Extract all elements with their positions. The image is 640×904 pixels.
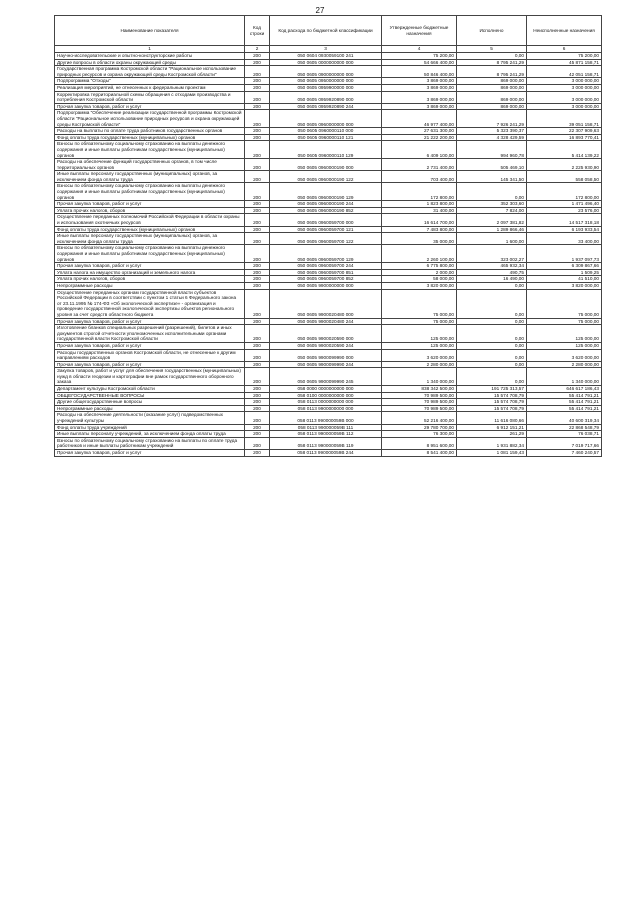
- header-row-code: Код строки: [245, 16, 270, 46]
- table-row: [55, 399, 602, 406]
- row-name: Государственная программа Костромской области "Рациональное использование природных ресурсов и охрана окружающей среды Костромской области": [55, 66, 245, 78]
- row-approved: 50 846 400,00: [382, 66, 457, 78]
- row-approved: 70 989 500,00: [382, 392, 457, 399]
- row-approved: 6 409 100,00: [382, 141, 457, 159]
- row-executed: 0,00: [457, 53, 527, 60]
- row-name: Иные выплаты персоналу государственных (муниципальных) органов, за исключением фонда оплаты труда: [55, 171, 245, 183]
- column-number: 5: [457, 46, 527, 53]
- table-row: [55, 66, 602, 78]
- row-name: Взносы по обязательному социальному страхованию на выплаты денежного содержания и иные выплаты работникам государственных (муниципальных) органов: [55, 245, 245, 263]
- row-unexecuted: 1 340 000,00: [527, 368, 602, 386]
- row-unexecuted: 7 019 717,66: [527, 437, 602, 449]
- row-budget-code: 058 0113 990000059В 000: [270, 412, 382, 424]
- row-approved: 27 631 300,00: [382, 128, 457, 135]
- row-code: 200: [245, 289, 270, 318]
- row-code: 200: [245, 437, 270, 449]
- row-approved: 76 300,00: [382, 431, 457, 438]
- row-name: Подпрограмма "Обеспечение реализации государственной программы Костромской области "Рациональное использование природных ресурсов и охрана окружающей среды Костромской области": [55, 110, 245, 128]
- row-budget-code: 050 0605 0960000190 000: [270, 159, 382, 171]
- row-approved: 3 869 000,00: [382, 78, 457, 85]
- row-code: 200: [245, 412, 270, 424]
- row-approved: 46 977 400,00: [382, 110, 457, 128]
- row-executed: 15 574 708,79: [457, 399, 527, 406]
- row-unexecuted: 3 820 000,00: [527, 282, 602, 289]
- row-executed: 1 081 159,43: [457, 450, 527, 457]
- row-name: Подпрограмма "Отходы": [55, 78, 245, 85]
- row-unexecuted: 1 471 496,40: [527, 201, 602, 208]
- header-row: [55, 16, 602, 46]
- row-budget-code: 050 0605 0959920890 000: [270, 91, 382, 103]
- table-row: [55, 263, 602, 270]
- table-row: [55, 91, 602, 103]
- row-code: 200: [245, 91, 270, 103]
- table-row: [55, 361, 602, 368]
- row-budget-code: 050 0605 0960059700 000: [270, 214, 382, 226]
- table-row: [55, 159, 602, 171]
- row-approved: 3 869 000,00: [382, 91, 457, 103]
- table-row: [55, 110, 602, 128]
- row-name: Расходы государственных органов Костромской области, не отнесенные к другим направлениям расходов: [55, 349, 245, 361]
- row-code: 200: [245, 276, 270, 283]
- table-row: [55, 183, 602, 201]
- row-executed: 7 926 241,29: [457, 110, 527, 128]
- header-unexecuted: Неисполненные назначения: [527, 16, 602, 46]
- row-name: Иные выплаты персоналу учреждений, за исключением фонда оплаты труда: [55, 431, 245, 438]
- table-row: [55, 78, 602, 85]
- row-name: Уплата налога на имущество организаций и земельного налога: [55, 269, 245, 276]
- row-name: Непрограммные расходы: [55, 282, 245, 289]
- row-budget-code: 050 0605 0960000110 000: [270, 128, 382, 135]
- row-approved: 838 342 500,00: [382, 386, 457, 393]
- row-unexecuted: 16 893 770,41: [527, 134, 602, 141]
- row-executed: 145 341,50: [457, 171, 527, 183]
- row-unexecuted: 3 000 000,00: [527, 91, 602, 103]
- row-unexecuted: 2 225 930,90: [527, 159, 602, 171]
- row-name: Расходы на обеспечение деятельности (оказание услуг) подведомственных учреждений культуры: [55, 412, 245, 424]
- row-budget-code: 058 0113 990000059В 112: [270, 431, 382, 438]
- row-budget-code: 050 0605 0960000190 129: [270, 183, 382, 201]
- row-budget-code: 050 0605 9900020480 244: [270, 318, 382, 325]
- row-name: Осуществление переданных полномочий Российской Федерации в области охраны и использования охотничьих ресурсов: [55, 214, 245, 226]
- row-budget-code: 050 0605 0000000000 000: [270, 59, 382, 66]
- row-unexecuted: 22 868 548,79: [527, 424, 602, 431]
- row-code: 200: [245, 342, 270, 349]
- row-budget-code: 050 0605 0959900000 000: [270, 84, 382, 91]
- row-budget-code: 050 0605 0960059700 122: [270, 233, 382, 245]
- table-row: [55, 431, 602, 438]
- row-name: Прочая закупка товаров, работ и услуг: [55, 450, 245, 457]
- row-name: Уплата прочих налогов, сборов: [55, 207, 245, 214]
- row-code: 200: [245, 405, 270, 412]
- row-code: 200: [245, 431, 270, 438]
- row-name: Прочая закупка товаров, работ и услуг: [55, 263, 245, 270]
- row-budget-code: 050 0605 0960000190 244: [270, 201, 382, 208]
- row-code: 200: [245, 325, 270, 343]
- table-row: [55, 386, 602, 393]
- row-name: Прочая закупка товаров, работ и услуг: [55, 103, 245, 110]
- row-unexecuted: 558 058,50: [527, 171, 602, 183]
- row-budget-code: 050 0605 0960000190 122: [270, 171, 382, 183]
- row-approved: 172 800,00: [382, 183, 457, 201]
- row-executed: 15 574 708,79: [457, 392, 527, 399]
- header-approved: Утвержденные бюджетные назначения: [382, 16, 457, 46]
- row-unexecuted: 3 620 000,00: [527, 349, 602, 361]
- row-approved: 125 000,00: [382, 325, 457, 343]
- row-executed: 0,00: [457, 361, 527, 368]
- row-budget-code: 050 0605 9900000000 000: [270, 282, 382, 289]
- row-code: 200: [245, 214, 270, 226]
- row-executed: 869 000,00: [457, 84, 527, 91]
- row-budget-code: 050 0605 9900020590 244: [270, 342, 382, 349]
- row-code: 200: [245, 269, 270, 276]
- row-budget-code: 050 0605 0960059700 852: [270, 276, 382, 283]
- row-approved: 75 000,00: [382, 318, 457, 325]
- row-budget-code: 050 0605 0959920890 244: [270, 103, 382, 110]
- row-unexecuted: 14 517 318,18: [527, 214, 602, 226]
- row-approved: 58 000,00: [382, 276, 457, 283]
- table-row: [55, 269, 602, 276]
- row-name: Непрограммные расходы: [55, 405, 245, 412]
- row-approved: 8 541 400,00: [382, 450, 457, 457]
- row-code: 200: [245, 159, 270, 171]
- row-name: Расходы на обеспечение функций государственных органов, в том числе территориальных органов: [55, 159, 245, 171]
- row-executed: 869 000,00: [457, 91, 527, 103]
- row-budget-code: 058 0113 0000000000 000: [270, 399, 382, 406]
- row-budget-code: 050 0605 9900020480 000: [270, 289, 382, 318]
- row-code: 200: [245, 53, 270, 60]
- row-approved: 75 000,00: [382, 289, 457, 318]
- row-budget-code: 058 0113 9900000000 000: [270, 405, 382, 412]
- row-code: 200: [245, 226, 270, 233]
- row-code: 200: [245, 110, 270, 128]
- row-code: 200: [245, 84, 270, 91]
- row-name: Закупка товаров, работ и услуг для обеспечения государственных (муниципальных) нужд в области геодезии и картографии вне рамок государственного оборонного заказа: [55, 368, 245, 386]
- table-row: [55, 134, 602, 141]
- row-budget-code: 058 0000 0000000000 000: [270, 386, 382, 393]
- row-unexecuted: 33 400,00: [527, 233, 602, 245]
- table-row: [55, 103, 602, 110]
- row-unexecuted: 172 800,00: [527, 183, 602, 201]
- row-budget-code: 058 0113 990000059В 119: [270, 437, 382, 449]
- table-row: [55, 171, 602, 183]
- row-code: 200: [245, 245, 270, 263]
- row-unexecuted: 75 200,00: [527, 53, 602, 60]
- row-approved: 6 775 800,00: [382, 263, 457, 270]
- header-budget-code: Код расхода по бюджетной классификации: [270, 16, 382, 46]
- table-row: [55, 437, 602, 449]
- table-row: [55, 245, 602, 263]
- row-unexecuted: 39 051 158,71: [527, 110, 602, 128]
- table-row: [55, 289, 602, 318]
- row-budget-code: 050 0605 9900099990 000: [270, 349, 382, 361]
- row-budget-code: 050 0605 0960059700 851: [270, 269, 382, 276]
- row-name: Фонд оплаты труда государственных (муниципальных) органов: [55, 134, 245, 141]
- row-name: Уплата прочих налогов, сборов: [55, 276, 245, 283]
- row-budget-code: 050 0605 0900000000 000: [270, 66, 382, 78]
- row-code: 200: [245, 368, 270, 386]
- row-unexecuted: 125 000,00: [527, 325, 602, 343]
- table-row: [55, 59, 602, 66]
- row-code: 200: [245, 263, 270, 270]
- row-name: Расходы на выплаты по оплате труда работников государственных органов: [55, 128, 245, 135]
- column-number: 4: [382, 46, 457, 53]
- row-executed: 0,00: [457, 183, 527, 201]
- table-row: [55, 342, 602, 349]
- row-approved: 2 000,00: [382, 269, 457, 276]
- row-name: Корректировка территориальной схемы обращения с отходами производства и потребления Костромской области: [55, 91, 245, 103]
- row-unexecuted: 76 038,71: [527, 431, 602, 438]
- row-unexecuted: 42 051 158,71: [527, 66, 602, 78]
- row-approved: 1 340 000,00: [382, 368, 457, 386]
- row-code: 200: [245, 207, 270, 214]
- row-executed: 0,00: [457, 342, 527, 349]
- row-code: 200: [245, 134, 270, 141]
- row-budget-code: 058 0113 990000059В 244: [270, 450, 382, 457]
- table-row: [55, 207, 602, 214]
- row-executed: 0,00: [457, 325, 527, 343]
- row-executed: 15 574 708,79: [457, 405, 527, 412]
- row-name: Изготовление бланков специальных разрешений (разрешений), билетов и иных документов строгой отчетности уполномоченных исполнительными органами государственной власти Костромской области: [55, 325, 245, 343]
- row-name: Прочая закупка товаров, работ и услуг: [55, 342, 245, 349]
- table-row: [55, 424, 602, 431]
- row-budget-code: 050 0605 9900099990 244: [270, 361, 382, 368]
- table-row: [55, 349, 602, 361]
- row-code: 200: [245, 399, 270, 406]
- row-approved: 16 614 700,00: [382, 214, 457, 226]
- row-name: Другие вопросы в области охраны окружающей среды: [55, 59, 245, 66]
- table-row: [55, 450, 602, 457]
- row-code: 200: [245, 282, 270, 289]
- table-row: [55, 128, 602, 135]
- row-unexecuted: 55 414 791,21: [527, 392, 602, 399]
- row-executed: 5 323 390,37: [457, 128, 527, 135]
- row-unexecuted: 6 309 867,66: [527, 263, 602, 270]
- row-unexecuted: 3 000 000,00: [527, 84, 602, 91]
- row-code: 200: [245, 386, 270, 393]
- row-approved: 35 000,00: [382, 233, 457, 245]
- table-row: [55, 226, 602, 233]
- row-approved: 7 483 800,00: [382, 226, 457, 233]
- row-executed: 352 303,60: [457, 201, 527, 208]
- row-code: 200: [245, 66, 270, 78]
- table-row: [55, 276, 602, 283]
- row-name: Прочая закупка товаров, работ и услуг: [55, 201, 245, 208]
- row-approved: 2 280 000,00: [382, 361, 457, 368]
- row-approved: 703 400,00: [382, 171, 457, 183]
- table-row: [55, 53, 602, 60]
- row-unexecuted: 23 576,00: [527, 207, 602, 214]
- row-unexecuted: 6 193 933,54: [527, 226, 602, 233]
- row-approved: 29 780 700,00: [382, 424, 457, 431]
- row-code: 200: [245, 128, 270, 135]
- row-name: Взносы по обязательному социальному страхованию на выплаты денежного содержания и иные выплаты работникам государственных (муниципальных) органов: [55, 141, 245, 159]
- row-approved: 2 731 400,00: [382, 159, 457, 171]
- row-code: 200: [245, 233, 270, 245]
- row-unexecuted: 7 460 240,57: [527, 450, 602, 457]
- row-executed: 869 000,00: [457, 78, 527, 85]
- row-budget-code: 050 0605 0960000190 852: [270, 207, 382, 214]
- row-approved: 3 869 000,00: [382, 84, 457, 91]
- row-budget-code: 050 0605 9900020590 000: [270, 325, 382, 343]
- column-number: 3: [270, 46, 382, 53]
- row-executed: 869 000,00: [457, 103, 527, 110]
- table-row: [55, 368, 602, 386]
- row-code: 200: [245, 183, 270, 201]
- header-executed: Исполнено: [457, 16, 527, 46]
- table-row: [55, 392, 602, 399]
- row-name: ОБЩЕГОСУДАРСТВЕННЫЕ ВОПРОСЫ: [55, 392, 245, 399]
- row-code: 200: [245, 450, 270, 457]
- row-unexecuted: 45 871 158,71: [527, 59, 602, 66]
- row-approved: 3 869 000,00: [382, 103, 457, 110]
- table-row: [55, 318, 602, 325]
- table-row: [55, 405, 602, 412]
- row-name: Другие общегосударственные вопросы: [55, 399, 245, 406]
- row-executed: 505 469,10: [457, 159, 527, 171]
- row-budget-code: 050 0605 9900099990 245: [270, 368, 382, 386]
- row-code: 200: [245, 141, 270, 159]
- row-name: Прочая закупка товаров, работ и услуг: [55, 361, 245, 368]
- row-executed: 323 002,27: [457, 245, 527, 263]
- row-executed: 0,00: [457, 289, 527, 318]
- row-unexecuted: 40 600 319,34: [527, 412, 602, 424]
- row-unexecuted: 55 414 791,21: [527, 399, 602, 406]
- table-row: [55, 201, 602, 208]
- row-budget-code: 050 0605 0950000000 000: [270, 78, 382, 85]
- row-unexecuted: 646 617 186,43: [527, 386, 602, 393]
- row-name: Иные выплаты персоналу государственных (муниципальных) органов, за исключением фонда оплаты труда: [55, 233, 245, 245]
- column-number: 1: [55, 46, 245, 53]
- row-unexecuted: 2 280 000,00: [527, 361, 602, 368]
- row-approved: 3 820 000,00: [382, 282, 457, 289]
- row-name: Фонд оплаты труда государственных (муниципальных) органов: [55, 226, 245, 233]
- row-code: 200: [245, 103, 270, 110]
- row-unexecuted: 75 000,00: [527, 289, 602, 318]
- row-approved: 21 222 200,00: [382, 134, 457, 141]
- row-budget-code: 050 0605 0960059700 129: [270, 245, 382, 263]
- row-executed: 16 490,00: [457, 276, 527, 283]
- page-number: 27: [315, 6, 325, 15]
- row-executed: 6 912 151,21: [457, 424, 527, 431]
- row-name: Департамент культуры Костромской области: [55, 386, 245, 393]
- row-executed: 0,00: [457, 318, 527, 325]
- budget-execution-table: [54, 15, 602, 457]
- row-code: 200: [245, 201, 270, 208]
- table-row: [55, 282, 602, 289]
- table-row: [55, 84, 602, 91]
- column-number-row: [55, 46, 602, 53]
- row-name: Фонд оплаты труда учреждений: [55, 424, 245, 431]
- row-approved: 54 666 400,00: [382, 59, 457, 66]
- row-name: Научно-исследовательские и опытно-конструкторские работы: [55, 53, 245, 60]
- row-unexecuted: 1 937 097,73: [527, 245, 602, 263]
- row-budget-code: 050 0605 0960059700 244: [270, 263, 382, 270]
- row-executed: 465 932,34: [457, 263, 527, 270]
- row-executed: 261,29: [457, 431, 527, 438]
- row-executed: 11 616 080,66: [457, 412, 527, 424]
- row-executed: 0,00: [457, 282, 527, 289]
- row-budget-code: 050 0604 0930059100 241: [270, 53, 382, 60]
- row-executed: 1 600,00: [457, 233, 527, 245]
- row-executed: 1 289 866,46: [457, 226, 527, 233]
- row-executed: 490,75: [457, 269, 527, 276]
- row-approved: 31 400,00: [382, 207, 457, 214]
- row-unexecuted: 22 307 909,63: [527, 128, 602, 135]
- table-body: [55, 53, 602, 457]
- row-approved: 70 989 500,00: [382, 405, 457, 412]
- row-approved: 8 951 600,00: [382, 437, 457, 449]
- row-unexecuted: 1 509,25: [527, 269, 602, 276]
- row-code: 200: [245, 59, 270, 66]
- row-executed: 0,00: [457, 349, 527, 361]
- row-approved: 70 989 500,00: [382, 399, 457, 406]
- row-code: 200: [245, 424, 270, 431]
- row-approved: 125 000,00: [382, 342, 457, 349]
- row-budget-code: 050 0605 0960000110 129: [270, 141, 382, 159]
- row-unexecuted: 3 000 000,00: [527, 103, 602, 110]
- row-approved: 2 260 100,00: [382, 245, 457, 263]
- row-budget-code: 058 0100 0000000000 000: [270, 392, 382, 399]
- row-budget-code: 050 0605 0960000000 000: [270, 110, 382, 128]
- row-approved: 75 200,00: [382, 53, 457, 60]
- row-unexecuted: 3 000 000,00: [527, 78, 602, 85]
- row-approved: 1 823 800,00: [382, 201, 457, 208]
- row-budget-code: 058 0113 990000059В 111: [270, 424, 382, 431]
- row-approved: 3 620 000,00: [382, 349, 457, 361]
- row-executed: 7 824,00: [457, 207, 527, 214]
- row-unexecuted: 125 000,00: [527, 342, 602, 349]
- row-executed: 4 328 429,59: [457, 134, 527, 141]
- row-approved: 52 216 400,00: [382, 412, 457, 424]
- row-executed: 8 795 241,29: [457, 66, 527, 78]
- row-unexecuted: 75 000,00: [527, 318, 602, 325]
- table-row: [55, 141, 602, 159]
- row-code: 200: [245, 392, 270, 399]
- row-executed: 191 725 313,57: [457, 386, 527, 393]
- column-number: 2: [245, 46, 270, 53]
- row-name: Взносы по обязательному социальному страхованию на выплаты денежного содержания и иные выплаты работникам государственных (муниципальных) органов: [55, 183, 245, 201]
- row-code: 200: [245, 318, 270, 325]
- table-row: [55, 325, 602, 343]
- row-budget-code: 050 0605 0960059700 121: [270, 226, 382, 233]
- table-row: [55, 233, 602, 245]
- row-name: Взносы по обязательному социальному страхованию на выплаты по оплате труда работников и иные выплаты работникам учреждений: [55, 437, 245, 449]
- row-code: 200: [245, 349, 270, 361]
- row-executed: 0,00: [457, 368, 527, 386]
- row-budget-code: 050 0605 0960000110 121: [270, 134, 382, 141]
- header-indicator-name: Наименование показателя: [55, 16, 245, 46]
- row-code: 200: [245, 171, 270, 183]
- row-executed: 994 960,78: [457, 141, 527, 159]
- table-row: [55, 412, 602, 424]
- table-row: [55, 214, 602, 226]
- row-unexecuted: 41 510,00: [527, 276, 602, 283]
- row-unexecuted: 55 414 791,21: [527, 405, 602, 412]
- row-executed: 2 097 381,82: [457, 214, 527, 226]
- row-name: Осуществление переданных органам государственной власти субъектов Российской Федерации в соответствии с пунктом 1 статьи 6 Федерального закона от 23.11.1995 № 174-ФЗ «Об экологической экспертизе» - организация и проведение государственной экологической экспертизы объектов регионального уровня за счет средств областного бюджета: [55, 289, 245, 318]
- row-executed: 8 795 241,29: [457, 59, 527, 66]
- row-executed: 1 931 882,34: [457, 437, 527, 449]
- row-code: 200: [245, 361, 270, 368]
- row-unexecuted: 5 414 139,22: [527, 141, 602, 159]
- row-code: 200: [245, 78, 270, 85]
- row-name: Прочая закупка товаров, работ и услуг: [55, 318, 245, 325]
- row-name: Реализация мероприятий, не отнесенных к федеральным проектам: [55, 84, 245, 91]
- column-number: 6: [527, 46, 602, 53]
